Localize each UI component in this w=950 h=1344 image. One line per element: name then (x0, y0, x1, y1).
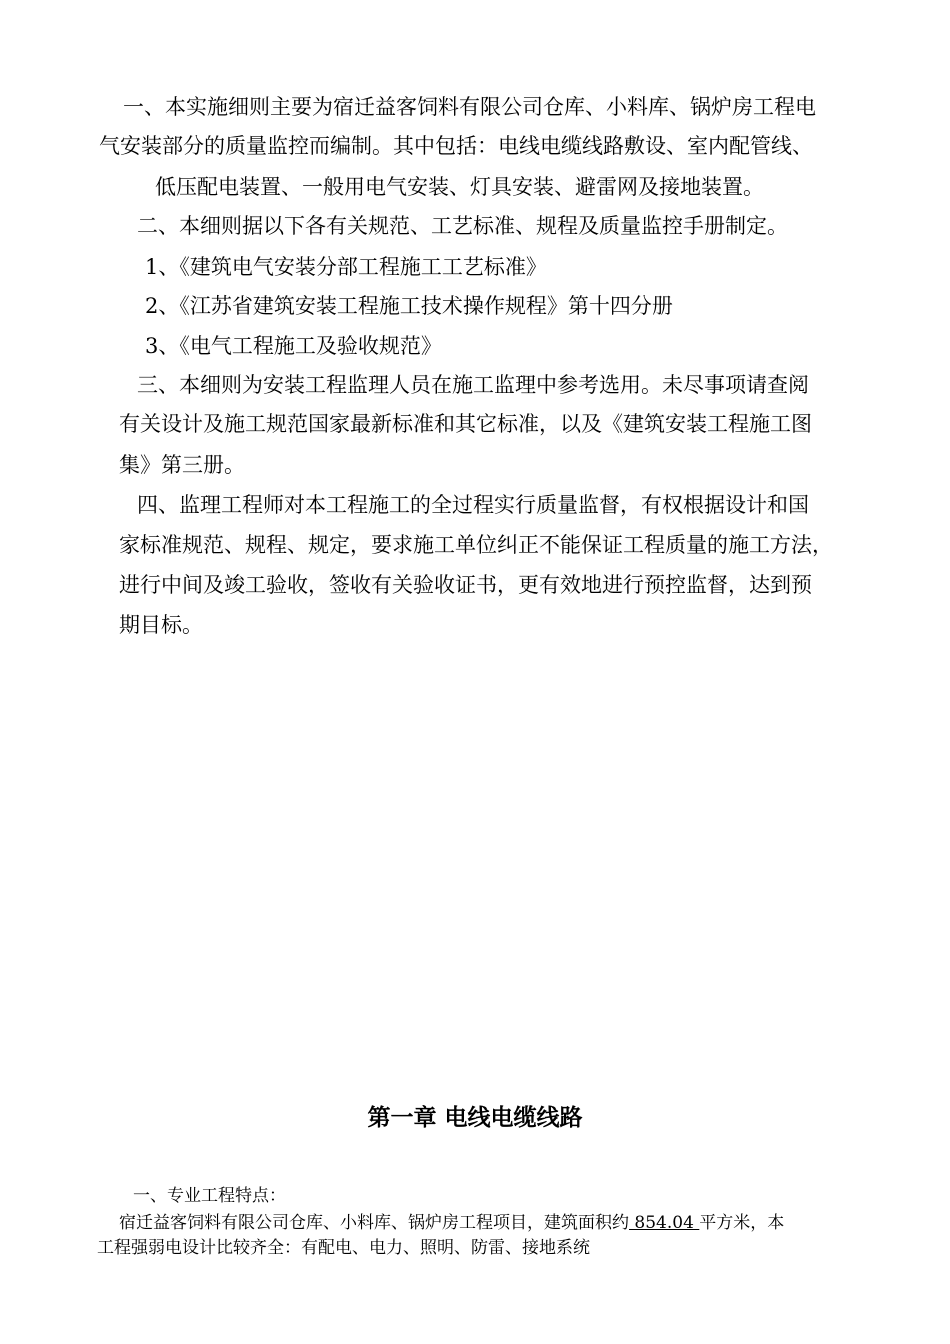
chapter-line-2: 工程强弱电设计比较齐全：有配电、电力、照明、防雷、接地系统 (97, 1238, 590, 1258)
paragraph-2: 二、本细则据以下各有关规范、工艺标准、规程及质量监控手册制定。 (137, 214, 788, 238)
chapter-line-1-before: 宿迁益客饲料有限公司仓库、小料库、锅炉房工程项目，建筑面积约 (119, 1213, 629, 1233)
paragraph-4-line-4: 期目标。 (119, 613, 203, 637)
paragraph-3-line-1: 三、本细则为安装工程监理人员在施工监理中参考选用。未尽事项请查阅 (137, 373, 809, 397)
reference-3: 3、《电气工程施工及验收规范》 (145, 334, 442, 358)
paragraph-3-line-2: 有关设计及施工规范国家最新标准和其它标准，以及《建筑安装工程施工图 (119, 412, 812, 436)
building-area-value: 854.04 (629, 1213, 700, 1233)
paragraph-4-line-1: 四、监理工程师对本工程施工的全过程实行质量监督，有权根据设计和国 (137, 493, 809, 517)
section-heading: 一、专业工程特点： (133, 1186, 286, 1206)
paragraph-1-line-3: 低压配电装置、一般用电气安装、灯具安装、避雷网及接地装置。 (155, 175, 764, 199)
paragraph-1-line-2: 气安装部分的质量监控而编制。其中包括：电线电缆线路敷设、室内配管线、 (99, 134, 813, 158)
paragraph-1-line-1: 一、本实施细则主要为宿迁益客饲料有限公司仓库、小料库、锅炉房工程电 (123, 95, 816, 119)
reference-1: 1、《建筑电气安装分部工程施工工艺标准》 (145, 255, 547, 279)
reference-2: 2、《江苏省建筑安装工程施工技术操作规程》第十四分册 (145, 294, 673, 318)
chapter-line-1-after: 平方米，本 (699, 1213, 785, 1233)
chapter-line-1 (119, 1213, 784, 1233)
paragraph-3-line-3: 集》第三册。 (119, 453, 245, 477)
paragraph-4-line-3: 进行中间及竣工验收，签收有关验收证书，更有效地进行预控监督，达到预 (119, 573, 812, 597)
chapter-title: 第一章 电线电缆线路 (367, 1105, 583, 1131)
paragraph-4-line-2: 家标准规范、规程、规定，要求施工单位纠正不能保证工程质量的施工方法， (119, 533, 833, 557)
